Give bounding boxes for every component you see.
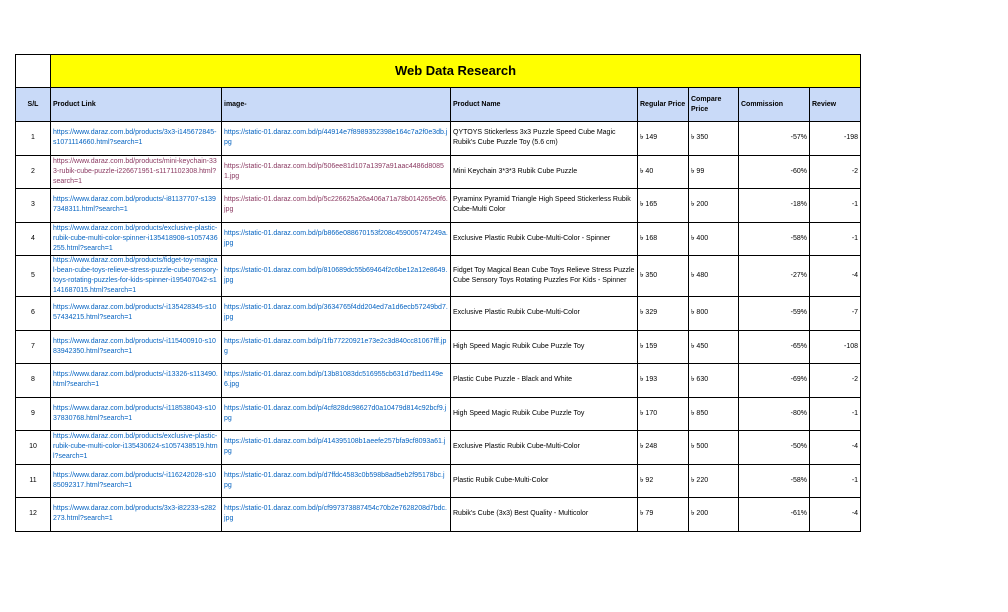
cell-sl: 9 (16, 397, 51, 431)
image-link[interactable]: https://static-01.daraz.com.bd/p/d7ffdc4583c0b598b8ad5eb2f95178bc.jpg (224, 471, 445, 489)
table-row (16, 155, 861, 189)
cell-review: -4 (810, 256, 861, 297)
header-image: image- (222, 88, 451, 122)
cell-sl: 3 (16, 189, 51, 223)
table-row (16, 222, 861, 256)
cell-product-name: Exclusive Plastic Rubik Cube-Multi-Color (451, 431, 638, 465)
image-link[interactable]: https://static-01.daraz.com.bd/p/4cf828dc98627d0a10479d814c92bcf9.jpg (224, 404, 447, 422)
cell-review: -1 (810, 189, 861, 223)
image-link[interactable]: https://static-01.daraz.com.bd/p/44914e7f8989352398e164c7a2f0e3db.jpg (224, 129, 448, 147)
cell-image-link (222, 397, 451, 431)
cell-sl: 4 (16, 222, 51, 256)
cell-compare-price: ৳ 220 (689, 464, 739, 498)
product-link[interactable]: https://www.daraz.com.bd/products/-i13326-s113490.html?search=1 (53, 371, 218, 389)
cell-product-name: High Speed Magic Rubik Cube Puzzle Toy (451, 397, 638, 431)
image-link[interactable]: https://static-01.daraz.com.bd/p/1fb77220921e73e2c3d840cc81067fff.jpg (224, 337, 447, 355)
cell-compare-price: ৳ 350 (689, 122, 739, 156)
cell-compare-price: ৳ 400 (689, 222, 739, 256)
cell-review: -1 (810, 222, 861, 256)
cell-review: -7 (810, 297, 861, 331)
cell-sl: 6 (16, 297, 51, 331)
image-link[interactable]: https://static-01.daraz.com.bd/p/13b81083dc516955cb631d7bed1149e6.jpg (224, 371, 443, 389)
cell-compare-price: ৳ 200 (689, 189, 739, 223)
cell-review: -1 (810, 397, 861, 431)
cell-sl: 7 (16, 330, 51, 364)
cell-image-link (222, 431, 451, 465)
table-row (16, 297, 861, 331)
product-link[interactable]: https://www.daraz.com.bd/products/-i116242028-s1085092317.html?search=1 (53, 471, 216, 489)
header-compare-price: Compare Price (689, 88, 739, 122)
image-link[interactable]: https://static-01.daraz.com.bd/p/cf997373887454c70b2e7628208d7bdc.jpg (224, 505, 447, 523)
empty-corner-cell (16, 55, 51, 88)
cell-regular-price: ৳ 350 (638, 256, 689, 297)
cell-regular-price: ৳ 159 (638, 330, 689, 364)
cell-commission: -59% (739, 297, 810, 331)
cell-compare-price: ৳ 800 (689, 297, 739, 331)
cell-image-link (222, 464, 451, 498)
product-link[interactable]: https://www.daraz.com.bd/products/exclusive-plastic-rubik-cube-multi-color-spinner-i135418908-s1057436255.html?search=1 (53, 224, 218, 252)
cell-product-link (51, 189, 222, 223)
header-row (16, 88, 861, 122)
table-row (16, 330, 861, 364)
cell-compare-price: ৳ 500 (689, 431, 739, 465)
cell-product-link (51, 498, 222, 532)
cell-product-name: Exclusive Plastic Rubik Cube-Multi-Color - Spinner (451, 222, 638, 256)
cell-image-link (222, 155, 451, 189)
cell-commission: -61% (739, 498, 810, 532)
cell-compare-price: ৳ 630 (689, 364, 739, 398)
cell-regular-price: ৳ 329 (638, 297, 689, 331)
cell-image-link (222, 364, 451, 398)
product-link[interactable]: https://www.daraz.com.bd/products/exclusive-plastic-rubik-cube-multi-color-i135430624-s1057438519.html?search=1 (53, 433, 218, 461)
cell-product-link (51, 464, 222, 498)
cell-review: -2 (810, 155, 861, 189)
cell-sl: 10 (16, 431, 51, 465)
cell-image-link (222, 222, 451, 256)
cell-commission: -69% (739, 364, 810, 398)
cell-review: -1 (810, 464, 861, 498)
product-link[interactable]: https://www.daraz.com.bd/products/fidget-toy-magical-bean-cube-toys-relieve-stress-puzzle-cube-sensory-toys-rotating-puzzles-for-kids-spinner-i195407042-s1141687015.html?search=1 (53, 257, 219, 294)
cell-commission: -80% (739, 397, 810, 431)
table-row (16, 498, 861, 532)
cell-product-link (51, 122, 222, 156)
cell-sl: 1 (16, 122, 51, 156)
cell-product-link (51, 330, 222, 364)
image-link[interactable]: https://static-01.daraz.com.bd/p/5c226625a26a406a71a78b014265e0f6.jpg (224, 196, 448, 214)
cell-product-name: High Speed Magic Rubik Cube Puzzle Toy (451, 330, 638, 364)
header-review: Review (810, 88, 861, 122)
cell-product-link (51, 256, 222, 297)
table-row (16, 364, 861, 398)
table-row (16, 464, 861, 498)
table-row (16, 431, 861, 465)
cell-sl: 5 (16, 256, 51, 297)
cell-image-link (222, 189, 451, 223)
cell-compare-price: ৳ 450 (689, 330, 739, 364)
cell-sl: 12 (16, 498, 51, 532)
cell-commission: -27% (739, 256, 810, 297)
cell-sl: 11 (16, 464, 51, 498)
table-row (16, 397, 861, 431)
cell-commission: -50% (739, 431, 810, 465)
cell-review: -108 (810, 330, 861, 364)
cell-product-link (51, 297, 222, 331)
cell-regular-price: ৳ 149 (638, 122, 689, 156)
image-link[interactable]: https://static-01.daraz.com.bd/p/b866e088670153f208c459005747249a.jpg (224, 229, 448, 247)
product-link[interactable]: https://www.daraz.com.bd/products/3x3-i82233-s282273.html?search=1 (53, 505, 217, 523)
product-link[interactable]: https://www.daraz.com.bd/products/3x3-i145672845-s1071114660.html?search=1 (53, 129, 217, 147)
cell-compare-price: ৳ 850 (689, 397, 739, 431)
header-regular-price: Regular Price (638, 88, 689, 122)
cell-commission: -57% (739, 122, 810, 156)
table-row (16, 189, 861, 223)
image-link[interactable]: https://static-01.daraz.com.bd/p/506ee81d107a1397a91aac4486d80851.jpg (224, 162, 444, 180)
cell-commission: -60% (739, 155, 810, 189)
cell-regular-price: ৳ 168 (638, 222, 689, 256)
image-link[interactable]: https://static-01.daraz.com.bd/p/810689dc55b69464f2c6be12a12e8649.jpg (224, 267, 448, 284)
cell-product-name: Exclusive Plastic Rubik Cube-Multi-Color (451, 297, 638, 331)
cell-image-link (222, 330, 451, 364)
cell-compare-price: ৳ 99 (689, 155, 739, 189)
data-table (15, 54, 861, 532)
cell-product-name: Fidget Toy Magical Bean Cube Toys Relieve Stress Puzzle Cube Sensory Toys Rotating Puzzles For Kids - Spinner (451, 256, 638, 297)
table-row (16, 256, 861, 297)
cell-product-name: QYTOYS Stickerless 3x3 Puzzle Speed Cube Magic Rubik's Cube Puzzle Toy (5.6 cm) (451, 122, 638, 156)
cell-image-link (222, 256, 451, 297)
cell-product-name: Rubik's Cube (3x3) Best Quality - Multicolor (451, 498, 638, 532)
header-product-name: Product Name (451, 88, 638, 122)
cell-image-link (222, 297, 451, 331)
cell-regular-price: ৳ 92 (638, 464, 689, 498)
cell-product-link (51, 155, 222, 189)
cell-commission: -58% (739, 222, 810, 256)
table-row (16, 122, 861, 156)
cell-product-name: Plastic Cube Puzzle - Black and White (451, 364, 638, 398)
cell-commission: -65% (739, 330, 810, 364)
cell-product-name: Mini Keychain 3*3*3 Rubik Cube Puzzle (451, 155, 638, 189)
sheet-title: Web Data Research (51, 55, 861, 88)
header-commission: Commission (739, 88, 810, 122)
cell-review: -4 (810, 431, 861, 465)
cell-product-link (51, 364, 222, 398)
cell-regular-price: ৳ 40 (638, 155, 689, 189)
image-link[interactable]: https://static-01.daraz.com.bd/p/414395108b1aeefe257bfa9cf8093a61.jpg (224, 438, 446, 456)
image-link[interactable]: https://static-01.daraz.com.bd/p/3634765f4dd204ed7a1d6ecb57249bd7.jpg (224, 304, 448, 322)
cell-commission: -58% (739, 464, 810, 498)
header-product-link: Product Link (51, 88, 222, 122)
cell-regular-price: ৳ 193 (638, 364, 689, 398)
product-link[interactable]: https://www.daraz.com.bd/products/mini-keychain-333-rubik-cube-puzzle-i226671951-s1171102308.html?search=1 (53, 157, 217, 185)
cell-compare-price: ৳ 480 (689, 256, 739, 297)
cell-commission: -18% (739, 189, 810, 223)
product-link[interactable]: https://www.daraz.com.bd/products/-i81137707-s1397348311.html?search=1 (53, 196, 216, 214)
cell-image-link (222, 498, 451, 532)
product-link[interactable]: https://www.daraz.com.bd/products/-i135428345-s1057434215.html?search=1 (53, 304, 217, 322)
product-link[interactable]: https://www.daraz.com.bd/products/-i118538043-s1037830768.html?search=1 (53, 404, 216, 422)
cell-regular-price: ৳ 170 (638, 397, 689, 431)
cell-review: -2 (810, 364, 861, 398)
cell-image-link (222, 122, 451, 156)
header-sl: S/L (16, 88, 51, 122)
cell-product-name: Plastic Rubik Cube-Multi-Color (451, 464, 638, 498)
cell-review: -4 (810, 498, 861, 532)
cell-regular-price: ৳ 79 (638, 498, 689, 532)
cell-regular-price: ৳ 165 (638, 189, 689, 223)
cell-product-link (51, 222, 222, 256)
cell-product-name: Pyraminx Pyramid Triangle High Speed Stickerless Rubik Cube-Multi Color (451, 189, 638, 223)
product-link[interactable]: https://www.daraz.com.bd/products/-i115400910-s1083942350.html?search=1 (53, 337, 216, 355)
cell-product-link (51, 397, 222, 431)
cell-sl: 2 (16, 155, 51, 189)
cell-product-link (51, 431, 222, 465)
cell-compare-price: ৳ 200 (689, 498, 739, 532)
cell-sl: 8 (16, 364, 51, 398)
cell-regular-price: ৳ 248 (638, 431, 689, 465)
cell-review: -198 (810, 122, 861, 156)
